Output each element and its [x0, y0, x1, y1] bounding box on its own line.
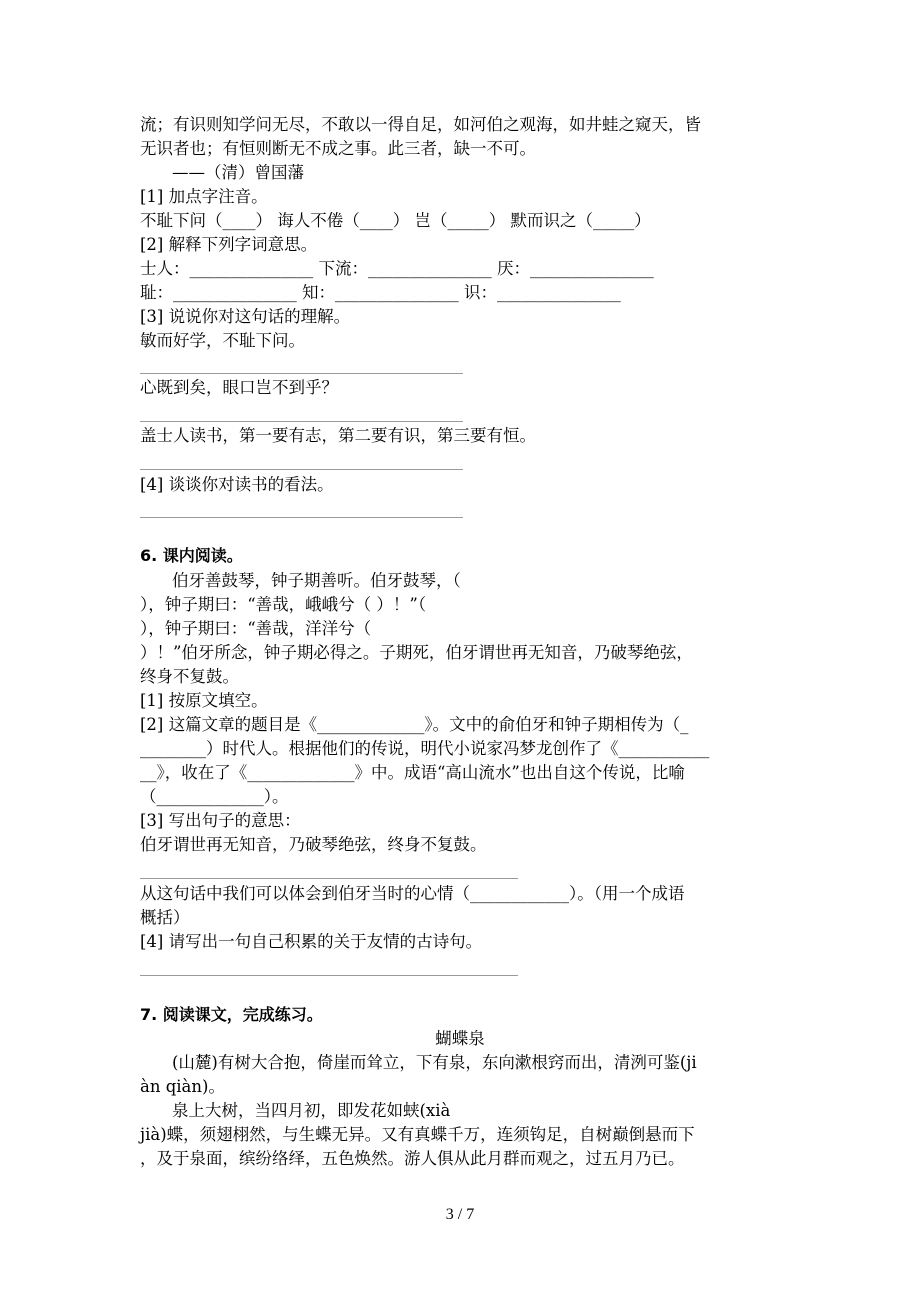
q5-sub3-title: [3] 说说你对这句话的理解。 [140, 307, 351, 326]
passage-line: 无识者也；有恒则断无不成之事。此三者，缺一不可。 [140, 139, 536, 158]
answer-line [140, 975, 518, 976]
answer-line [140, 421, 463, 422]
q5-sentence: 盖士人读书，第一要有志，第二要有识，第三要有恒。 [140, 426, 536, 445]
q5-sub2-row1: 士人：_______________ 下流：_______________ 厌：_______________ [140, 259, 654, 278]
q6-sub3-followup: 从这句话中我们可以体会到伯牙当时的心情（____________）。（用一个成语 [140, 884, 685, 903]
q6-sub1-title: [1] 按原文填空。 [140, 691, 268, 710]
q6-passage-line: ），钟子期曰：“善哉，洋洋兮（ [140, 619, 372, 638]
q5-sub2-row2: 耻：_______________ 知：_______________ 识：_______________ [140, 283, 621, 302]
page-number: 3 / 7 [445, 1206, 475, 1223]
q7-passage-line: ，及于泉面，缤纷络绎，五色焕然。游人俱从此月群而观之，过五月乃已。 [140, 1149, 685, 1168]
q7-heading: 7. 阅读课文，完成练习。 [140, 1005, 323, 1024]
q5-sub4-title: [4] 谈谈你对读书的看法。 [140, 475, 334, 494]
answer-line [140, 517, 463, 518]
q5-sub2-title: [2] 解释下列字词意思。 [140, 235, 318, 254]
q6-passage-line: ），钟子期曰：“善哉，峨峨兮（ ）！”（ [140, 595, 427, 614]
q7-passage-line: jià)蝶，须翅栩然，与生蝶无异。又有真蝶千万，连须钩足，自树巅倒悬而下 [140, 1125, 695, 1144]
q6-sub2-line: ________）时代人。根据他们的传说，明代小说家冯梦龙创作了《___________ [140, 739, 710, 758]
q6-passage-line: 伯牙善鼓琴，钟子期善听。伯牙鼓琴，（ [172, 571, 461, 590]
answer-line [140, 373, 463, 374]
q6-passage-line: ）！”伯牙所念，钟子期必得之。子期死，伯牙谓世再无知音，乃破琴绝弦， [140, 643, 693, 662]
q5-sub1-items: 不耻下问（____） 诲人不倦（____） 岂（_____） 默而识之（_____） [140, 211, 651, 230]
attribution: ——（清）曾国藩 [172, 163, 304, 182]
q7-passage-line: àn qiàn)。 [140, 1077, 225, 1096]
q7-title: 蝴蝶泉 [435, 1029, 485, 1048]
answer-line [140, 469, 463, 470]
q5-sub1-title: [1] 加点字注音。 [140, 187, 268, 206]
answer-line [140, 878, 518, 879]
q6-sub2-line: [2] 这篇文章的题目是《_____________》。文中的俞伯牙和钟子期相传为（_ [140, 715, 689, 734]
q5-sentence: 心既到矣，眼口岂不到乎？ [140, 378, 338, 397]
q6-sub4-title: [4] 请写出一句自己积累的关于友情的古诗句。 [140, 932, 483, 951]
q6-passage-line: 终身不复鼓。 [140, 667, 239, 686]
q6-sub2-line: __》，收在了《_____________》中。成语“高山流水”也出自这个传说，比喻 [140, 763, 685, 782]
q6-sub3-title: [3] 写出句子的意思： [140, 811, 301, 830]
passage-line: 流；有识则知学问无尽，不敢以一得自足，如河伯之观海，如井蛙之窥天，皆 [140, 115, 701, 134]
q5-sentence: 敏而好学，不耻下问。 [140, 331, 305, 350]
q6-heading: 6. 课内阅读。 [140, 546, 243, 565]
q7-passage-line: 泉上大树，当四月初，即发花如蛱(xià [172, 1101, 451, 1120]
q6-sub2-line: （_____________）。 [140, 787, 289, 806]
q6-sub3-followup: 概括） [140, 908, 190, 927]
q7-passage-line: (山麓)有树大合抱，倚崖而耸立，下有泉，东向漱根窍而出，清洌可鉴(ji [172, 1053, 697, 1072]
q6-sub3-sentence: 伯牙谓世再无知音，乃破琴绝弦，终身不复鼓。 [140, 835, 487, 854]
